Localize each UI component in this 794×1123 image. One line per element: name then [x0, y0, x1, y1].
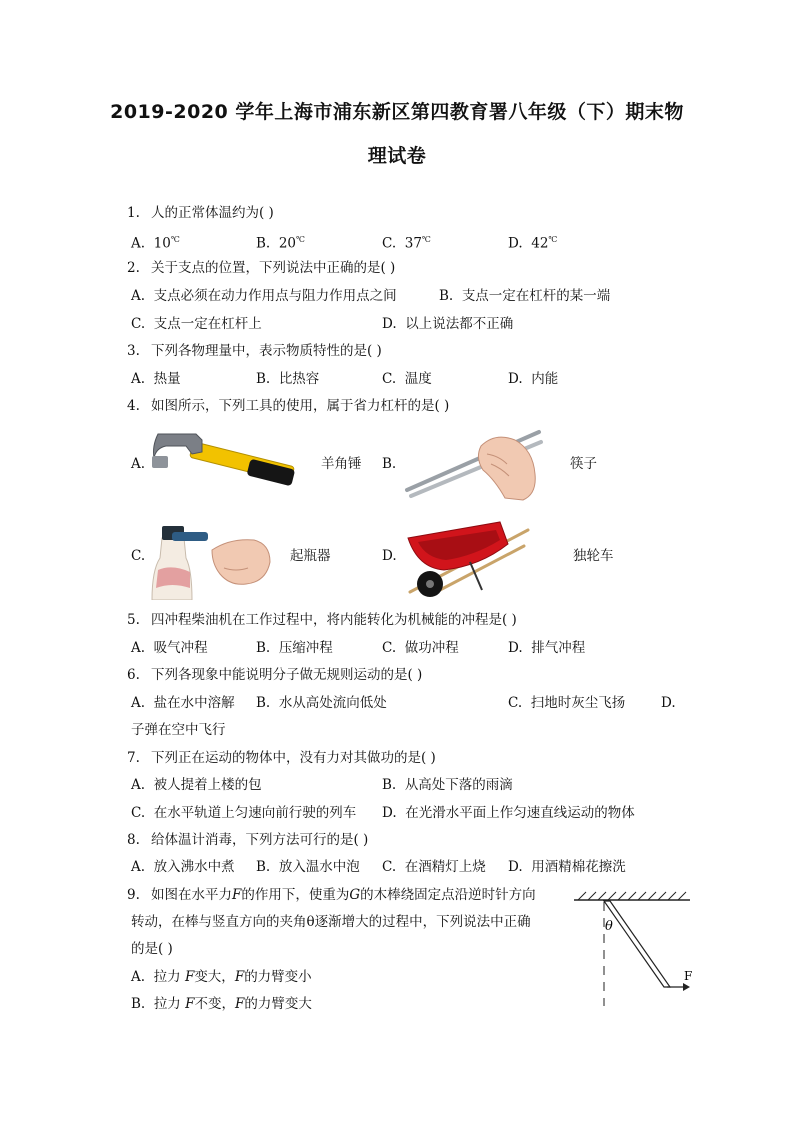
q7-option-a: A. 被人提着上楼的包 [131, 777, 262, 793]
q1-option-d: D. 42℃ [508, 235, 558, 252]
question-text: 如图所示，下列工具的使用，属于省力杠杆的是( ) [151, 398, 450, 414]
chopsticks-icon [403, 424, 545, 502]
q3-option-d: D. 内能 [508, 371, 559, 387]
q8-option-c: C. 在酒精灯上烧 [382, 859, 486, 875]
question-text: 给体温计消毒，下列方法可行的是( ) [151, 832, 369, 848]
question-number: 2. [127, 260, 140, 276]
q1-option-b: B. 20℃ [256, 235, 305, 252]
question-6 [127, 666, 422, 684]
force-arrowhead [683, 983, 690, 991]
lever-rod-diagram [566, 888, 696, 1010]
question-5 [127, 611, 517, 629]
q6-option-a: A. 盐在水中溶解 [131, 695, 235, 711]
q2-option-b: B. 支点一定在杠杆的某一端 [439, 288, 611, 304]
question-text: 关于支点的位置，下列说法中正确的是( ) [151, 260, 396, 276]
q8-option-b: B. 放入温水中泡 [256, 859, 360, 875]
question-2 [127, 259, 395, 277]
q8-option-d: D. 用酒精棉花擦洗 [508, 859, 626, 875]
question-9: 9. 如图在水平力F的作用下，使重为G的木棒绕固定点沿逆时针方向 [127, 887, 536, 903]
q4-option-c-text: 起瓶器 [290, 548, 331, 564]
q3-option-a: A. 热量 [131, 371, 181, 387]
question-text: 人的正常体温约为( ) [151, 205, 274, 221]
q4-option-a-label: A. [131, 456, 146, 472]
q4-option-b-label: B. [382, 456, 397, 472]
q9-option-a: A. 拉力 F变大，F的力臂变小 [131, 969, 312, 985]
q4-option-d-label: D. [382, 548, 397, 564]
q5-option-a: A. 吸气冲程 [131, 640, 208, 656]
question-8 [127, 831, 368, 849]
q5-option-d: D. 排气冲程 [508, 640, 586, 656]
question-number: 4. [127, 398, 140, 414]
q3-option-b: B. 比热容 [256, 371, 320, 387]
q5-option-c: C. 做功冲程 [382, 640, 459, 656]
question-text: 下列各现象中能说明分子做无规则运动的是( ) [151, 667, 423, 683]
q2-option-a: A. 支点必须在动力作用点与阻力作用点之间 [131, 288, 397, 304]
q6-option-b: B. 水从高处流向低处 [256, 695, 387, 711]
question-text: 四冲程柴油机在工作过程中，将内能转化为机械能的冲程是( ) [151, 612, 517, 628]
question-number: 9. [127, 887, 140, 903]
q9-option-b: B. 拉力 F不变，F的力臂变大 [131, 996, 312, 1012]
q7-option-d: D. 在光滑水平面上作匀速直线运动的物体 [382, 805, 635, 821]
q1-option-c: C. 37℃ [382, 235, 431, 252]
theta-label: θ [605, 919, 613, 934]
q1-option-a: A. 10℃ [131, 235, 180, 252]
question-9-line-2: 转动，在棒与竖直方向的夹角θ逐渐增大的过程中，下列说法中正确 [131, 914, 531, 930]
question-4 [127, 397, 449, 415]
q8-option-a: A. 放入沸水中煮 [131, 859, 235, 875]
q2-option-c: C. 支点一定在杠杆上 [131, 316, 262, 332]
q6-option-c: C. 扫地时灰尘飞扬 [508, 695, 626, 711]
q4-option-d-text: 独轮车 [573, 548, 614, 564]
wooden-rod [604, 901, 670, 987]
bottle-opener-icon [150, 510, 272, 600]
question-7 [127, 749, 436, 767]
ceiling-hatching [574, 892, 690, 900]
q6-option-d-text: 子弹在空中飞行 [131, 722, 226, 738]
question-number: 3. [127, 343, 140, 359]
question-9-line-3: 的是( ) [131, 941, 173, 957]
question-number: 5. [127, 612, 140, 628]
question-3 [127, 342, 382, 360]
q3-option-c: C. 温度 [382, 371, 432, 387]
question-number: 6. [127, 667, 140, 683]
q7-option-c: C. 在水平轨道上匀速向前行驶的列车 [131, 805, 357, 821]
question-number: 1. [127, 205, 140, 221]
question-number: 8. [127, 832, 140, 848]
question-text: 下列正在运动的物体中，没有力对其做功的是( ) [151, 750, 436, 766]
page-title-line-2: 理试卷 [367, 145, 427, 167]
q7-option-b: B. 从高处下落的雨滴 [382, 777, 513, 793]
q4-option-a-text: 羊角锤 [321, 456, 362, 472]
q6-option-d-label: D. [661, 695, 676, 711]
question-number: 7. [127, 750, 140, 766]
q4-option-c-label: C. [131, 548, 146, 564]
q5-option-b: B. 压缩冲程 [256, 640, 333, 656]
force-label: F [684, 969, 693, 983]
wheelbarrow-icon [400, 512, 532, 602]
claw-hammer-icon [150, 428, 300, 496]
question-text: 下列各物理量中，表示物质特性的是( ) [151, 343, 382, 359]
q4-option-b-text: 筷子 [570, 456, 597, 472]
page-title-line-1: 2019-2020 学年上海市浦东新区第四教育署八年级（下）期末物 [110, 101, 684, 123]
q2-option-d: D. 以上说法都不正确 [382, 316, 514, 332]
question-1 [127, 204, 274, 222]
